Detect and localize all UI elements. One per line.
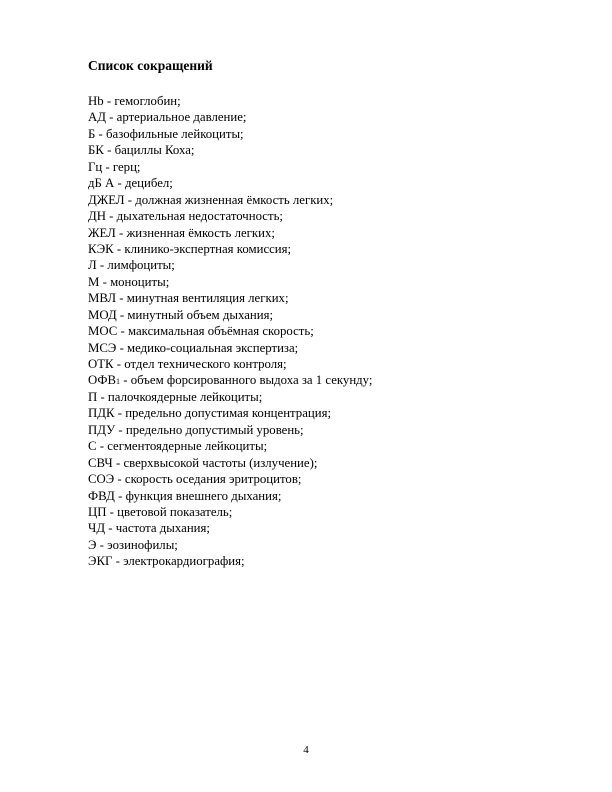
abbreviation-definition: палочкоядерные лейкоциты; [107, 389, 263, 404]
list-item [88, 142, 372, 158]
abbreviation-separator: - [113, 241, 125, 256]
abbreviation-term-text: ОТК [88, 357, 114, 371]
abbreviation-separator: - [96, 537, 108, 552]
abbreviation-term-text: СВЧ [88, 455, 113, 470]
abbreviation-term [88, 357, 114, 371]
abbreviation-separator: - [114, 176, 125, 191]
abbreviation-term [88, 160, 102, 174]
list-item [88, 553, 372, 569]
abbreviation-term-text: АД [88, 110, 106, 125]
abbreviation-term-text: М [88, 274, 100, 289]
abbreviation-separator: - [96, 439, 108, 454]
list-item [88, 175, 372, 191]
abbreviation-term [88, 554, 112, 568]
abbreviation-term-text: ПДК [88, 406, 115, 421]
abbreviation-separator: - [113, 357, 125, 371]
abbreviation-term-text: Э [88, 537, 97, 552]
abbreviation-definition: моноциты; [110, 274, 170, 289]
abbreviation-term-text: Гц [88, 159, 103, 174]
abbreviation-definition: эозинофилы; [107, 537, 178, 552]
list-item [88, 471, 372, 487]
abbreviation-term-text: СОЭ [88, 472, 115, 487]
list-item [88, 93, 372, 109]
abbreviation-term [88, 209, 106, 223]
abbreviation-term-text: МСЭ [88, 340, 117, 355]
list-item [88, 537, 372, 553]
abbreviation-term [88, 176, 114, 190]
abbreviation-definition: дыхательная недостаточность; [116, 209, 283, 224]
abbreviation-separator: - [114, 406, 126, 421]
abbreviation-definition: сегментоядерные лейкоциты; [107, 439, 268, 454]
abbreviation-definition: скорость оседания эритроцитов; [124, 472, 302, 487]
abbreviation-term-text: ФВД [88, 488, 115, 503]
list-item [88, 241, 372, 257]
abbreviation-term [88, 521, 105, 535]
page-title: Список сокращений [88, 58, 213, 73]
abbreviation-separator: - [114, 488, 126, 503]
abbreviation-definition: частота дыхания; [115, 521, 210, 536]
list-item [88, 159, 372, 175]
abbreviation-term-text: ЦП [88, 504, 107, 519]
abbreviation-separator: - [97, 389, 108, 404]
abbreviation-term [88, 291, 116, 305]
abbreviation-definition: функция внешнего дыхания; [125, 488, 282, 503]
list-item [88, 323, 372, 339]
abbreviation-definition: минутный объем дыхания; [127, 307, 274, 322]
abbreviation-separator: - [115, 422, 126, 437]
abbreviation-definition: клинико-экспертная комиссия; [124, 241, 292, 256]
abbreviation-separator: - [120, 373, 131, 388]
abbreviation-definition: отдел технического контроля; [124, 357, 287, 371]
abbreviation-term [88, 226, 116, 240]
abbreviation-definition: предельно допустимый уровень; [125, 422, 304, 437]
list-item [88, 422, 372, 438]
list-item [88, 307, 372, 323]
abbreviation-term-text: БК [88, 143, 104, 158]
list-item [88, 438, 372, 454]
abbreviation-term-text: ЭКГ [88, 554, 113, 569]
abbreviation-definition: медико-социальная экспертиза; [127, 340, 299, 355]
abbreviation-term [88, 456, 113, 470]
page-number: 4 [303, 744, 309, 756]
abbreviation-separator: - [105, 110, 117, 125]
abbreviation-separator: - [105, 209, 117, 224]
abbreviation-separator: - [96, 258, 108, 273]
abbreviation-term-text: МВЛ [88, 291, 117, 306]
abbreviation-term-text: С [88, 439, 97, 454]
abbreviation-term-text: Hb [88, 94, 104, 108]
list-item [88, 356, 372, 372]
abbreviation-term-text: дБ А [88, 176, 115, 191]
abbreviation-subscript: 1 [116, 377, 121, 387]
list-item [88, 274, 372, 290]
abbreviation-separator: - [106, 504, 118, 519]
abbreviation-definition: артериальное давление; [116, 110, 247, 125]
abbreviation-term-text: КЭК [88, 241, 114, 256]
abbreviation-term [88, 308, 117, 322]
abbreviation-definition: предельно допустимая концентрация; [125, 406, 332, 421]
abbreviation-separator: - [105, 521, 116, 536]
abbreviation-separator: - [116, 340, 128, 355]
abbreviation-separator: - [114, 472, 125, 487]
list-item [88, 520, 372, 536]
abbreviation-definition: децибел; [124, 176, 173, 191]
abbreviation-term [88, 373, 120, 387]
abbreviation-definition: базофильные лейкоциты; [106, 126, 244, 141]
abbreviation-list [88, 93, 372, 570]
abbreviation-term-text: ОФВ [88, 373, 117, 388]
abbreviation-term-text: П [88, 389, 98, 404]
abbreviation-term-text: ДЖЕЛ [88, 192, 125, 207]
abbreviation-separator: - [103, 94, 115, 108]
abbreviation-definition: должная жизненная ёмкость легких; [135, 192, 334, 207]
abbreviation-term-text: Б [88, 126, 96, 141]
abbreviation-term-text: ДН [88, 209, 106, 224]
abbreviation-definition: гемоглобин; [114, 94, 181, 108]
abbreviation-definition: герц; [112, 159, 141, 174]
abbreviation-term [88, 258, 97, 272]
abbreviation-term-text: ЧД [88, 521, 106, 536]
abbreviation-definition: объем форсированного выдоха за 1 секунду; [130, 373, 373, 388]
abbreviation-term [88, 193, 125, 207]
list-item [88, 290, 372, 306]
abbreviation-term [88, 94, 104, 108]
list-item [88, 488, 372, 504]
list-item [88, 126, 372, 142]
list-item [88, 455, 372, 471]
abbreviation-term [88, 242, 114, 256]
abbreviation-separator: - [124, 192, 136, 207]
list-item [88, 225, 372, 241]
list-item [88, 340, 372, 356]
abbreviation-term [88, 324, 117, 338]
abbreviation-definition: сверхвысокой частоты (излучение); [123, 455, 318, 470]
list-item [88, 257, 372, 273]
list-item [88, 405, 372, 421]
list-item [88, 208, 372, 224]
abbreviation-separator: - [117, 324, 128, 339]
abbreviation-term [88, 505, 106, 519]
abbreviation-separator: - [112, 554, 124, 569]
abbreviation-separator: - [112, 455, 124, 470]
abbreviation-separator: - [95, 126, 107, 141]
abbreviation-term [88, 439, 97, 453]
abbreviation-term [88, 390, 97, 404]
abbreviation-separator: - [116, 291, 127, 306]
abbreviation-term [88, 423, 115, 437]
abbreviation-term-text: ПДУ [88, 422, 116, 437]
abbreviation-term [88, 341, 116, 355]
abbreviation-definition: бациллы Коха; [114, 143, 195, 158]
abbreviation-term-text: МОД [88, 307, 117, 322]
abbreviation-definition: цветовой показатель; [117, 504, 233, 519]
list-item [88, 504, 372, 520]
abbreviation-separator: - [102, 159, 113, 174]
list-item [88, 192, 372, 208]
abbreviation-term [88, 406, 115, 420]
abbreviation-term [88, 143, 104, 157]
abbreviation-definition: жизненная ёмкость легких; [126, 225, 275, 240]
abbreviation-term-text: МОС [88, 324, 118, 339]
abbreviation-term-text: ЖЕЛ [88, 225, 116, 240]
list-item [88, 389, 372, 405]
abbreviation-term [88, 472, 114, 486]
abbreviation-definition: минутная вентиляция легких; [126, 291, 289, 306]
abbreviation-definition: максимальная объёмная скорость; [127, 324, 314, 339]
list-item [88, 109, 372, 125]
abbreviation-separator: - [115, 225, 127, 240]
abbreviation-definition: электрокардиография; [123, 554, 245, 569]
abbreviation-term [88, 275, 99, 289]
list-item [88, 372, 372, 388]
abbreviation-separator: - [116, 307, 128, 322]
abbreviation-separator: - [99, 274, 111, 289]
abbreviation-separator: - [103, 143, 115, 158]
abbreviation-term-text: Л [88, 258, 97, 273]
abbreviation-definition: лимфоциты; [107, 258, 175, 273]
abbreviation-term [88, 489, 115, 503]
abbreviation-term [88, 110, 106, 124]
